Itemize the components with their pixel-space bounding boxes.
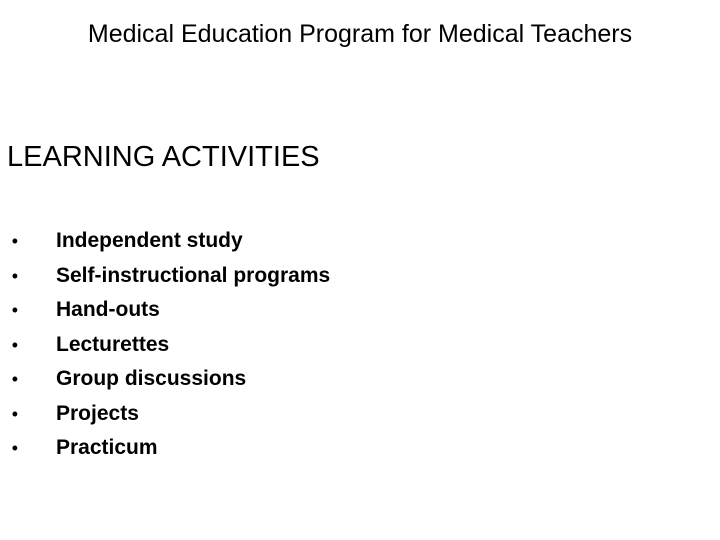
list-item-text: Self-instructional programs: [56, 263, 331, 287]
slide-title: Medical Education Program for Medical Teachers: [87, 20, 633, 48]
bullet-icon: •: [11, 231, 18, 251]
list-item-text: Independent study: [56, 229, 243, 252]
bullet-icon: •: [11, 300, 18, 320]
bullet-icon: •: [11, 403, 18, 424]
list-item-text: Projects: [56, 401, 139, 425]
list-item-text: Group discussions: [56, 367, 247, 390]
section-heading: LEARNING ACTIVITIES: [7, 141, 320, 173]
bullet-icon: •: [11, 265, 18, 286]
bullet-icon: •: [11, 334, 18, 355]
bullet-icon: •: [11, 369, 18, 389]
list-item-text: Lecturettes: [56, 332, 170, 356]
bullet-icon: •: [11, 438, 18, 458]
list-item-text: Practicum: [56, 436, 158, 459]
list-item-text: Hand-outs: [56, 298, 160, 321]
